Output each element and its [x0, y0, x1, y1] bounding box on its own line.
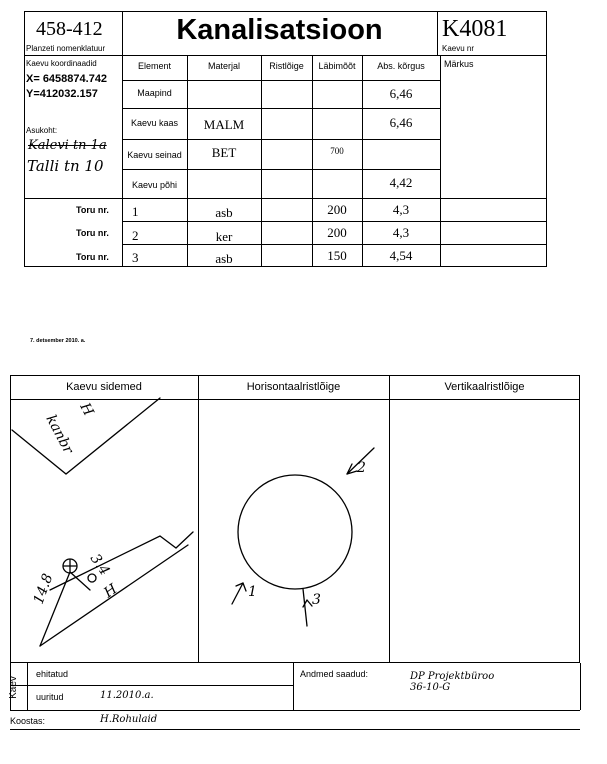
- manhole-circle: [238, 475, 352, 589]
- row-labimoot: 700: [330, 146, 344, 156]
- sketch-label-h-top: H: [76, 400, 97, 419]
- pipe-nr: 2: [132, 228, 139, 243]
- divider: [580, 663, 581, 710]
- row-abs-korgus: 6,46: [389, 86, 413, 101]
- andmed-code: 36-10-G: [410, 682, 451, 693]
- col-header-element: Element: [137, 61, 172, 71]
- divider: [10, 685, 293, 686]
- pipe-line-1: [232, 583, 243, 604]
- row-element: Kaevu kaas: [130, 118, 179, 128]
- coords-label: Kaevu koordinaadid: [26, 59, 97, 68]
- pipe-label: Toru nr.: [76, 205, 109, 215]
- uuritud-date: 11.2010.a.: [100, 690, 154, 701]
- divider: [293, 663, 294, 710]
- pipe-line-3: [303, 589, 307, 626]
- pipe-materjal: asb: [215, 251, 233, 266]
- nomenklatuur-value: 458-412: [36, 18, 103, 40]
- pipe-abs-korgus: 4,3: [392, 225, 410, 240]
- sketch-label-dim-a: 14.8: [30, 571, 57, 607]
- pipe-label: Toru nr.: [76, 228, 109, 238]
- andmed-label: Andmed saadud:: [300, 669, 369, 679]
- koostas-name: H.Rohulaid: [100, 714, 158, 725]
- road-right-line: [50, 532, 193, 590]
- col-header-materjal: Materjal: [207, 61, 240, 71]
- point-symbol: [88, 574, 96, 582]
- sketch-label-dim-b: 3.4: [86, 551, 113, 579]
- pipe-labimoot: 150: [327, 248, 347, 263]
- row-abs-korgus: 6,46: [389, 115, 413, 130]
- address-struck: Kalevi tn 1a: [28, 138, 107, 153]
- pipe-labimoot: 200: [327, 225, 347, 240]
- andmed-org: DP Projektbüroo: [410, 671, 495, 682]
- pipe-abs-korgus: 4,54: [389, 248, 413, 263]
- address-handwritten: Talli tn 10: [27, 157, 104, 175]
- divider: [10, 729, 580, 730]
- section-title-horisontaal: Horisontaalristlõige: [246, 381, 341, 393]
- pipe-materjal: asb: [215, 205, 233, 220]
- divider: [27, 663, 28, 710]
- document-date: 7. detsember 2010. a.: [30, 338, 86, 344]
- row-element: Kaevu seinad: [127, 150, 182, 160]
- kaev-label: Kaev: [7, 676, 19, 699]
- pipe-number-2: 2: [357, 460, 366, 476]
- ehitatud-label: ehitatud: [36, 669, 69, 679]
- pipe-abs-korgus: 4,3: [392, 202, 410, 217]
- nomenklatuur-label: Planzeti nomenklatuur: [26, 44, 106, 53]
- page-title: Kanalisatsioon: [176, 14, 383, 46]
- pipe-number-1: 1: [248, 584, 257, 600]
- divider: [10, 710, 580, 711]
- pipe-nr: 3: [132, 250, 139, 265]
- asukoht-label: Asukoht:: [26, 126, 58, 135]
- section-title-vertikaal: Vertikaalristlõige: [444, 381, 525, 393]
- pipe-label: Toru nr.: [76, 252, 109, 262]
- coord-y: Y=412032.157: [26, 88, 98, 100]
- col-header-ristloige: Ristlõige: [269, 61, 304, 71]
- pipe-materjal: ker: [215, 229, 233, 244]
- row-materjal: MALM: [203, 117, 245, 132]
- col-header-abs-korgus: Abs. kõrgus: [377, 61, 425, 71]
- koostas-label: Koostas:: [10, 716, 46, 726]
- kaevu-nr-label: Kaevu nr: [442, 44, 475, 53]
- row-abs-korgus: 4,42: [389, 175, 413, 190]
- pipe-nr: 1: [132, 204, 139, 219]
- pipe-labimoot: 200: [327, 202, 347, 217]
- col-header-labimoot: Läbimõõt: [318, 61, 356, 71]
- col-header-markus: Märkus: [444, 59, 474, 69]
- row-element: Maapind: [137, 88, 172, 98]
- sketch-label-h-bottom: H: [101, 581, 121, 602]
- kaevu-nr-value: K4081: [442, 16, 508, 42]
- row-element: Kaevu põhi: [131, 180, 178, 190]
- coord-x: X= 6458874.742: [26, 73, 108, 85]
- pipe-number-3: 3: [312, 592, 321, 608]
- sketch-label-kanbr: kanbr: [42, 412, 77, 457]
- uuritud-label: uuritud: [36, 692, 64, 702]
- row-materjal: BET: [211, 145, 237, 160]
- section-title-sidemed: Kaevu sidemed: [66, 381, 142, 393]
